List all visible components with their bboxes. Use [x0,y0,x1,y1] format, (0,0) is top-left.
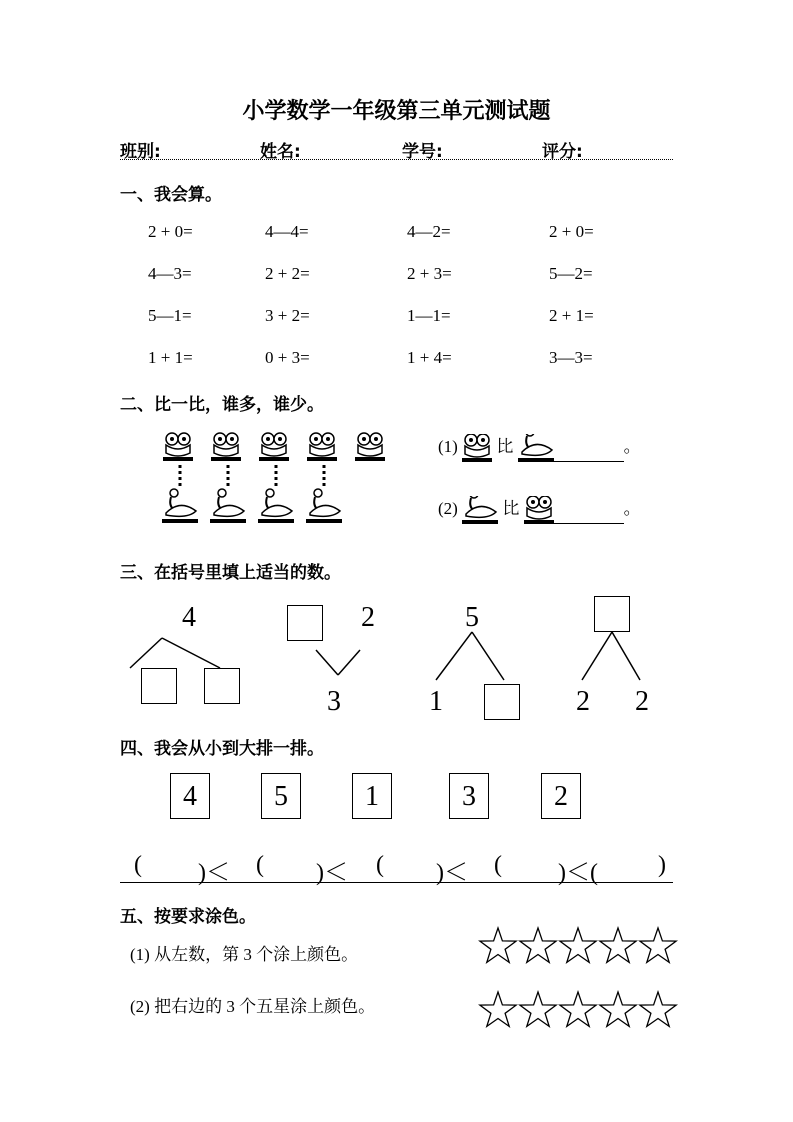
section-4-heading: 四、我会从小到大排一排。 [120,739,324,759]
score-label: 评分: [542,142,583,162]
frog-icon [462,434,492,462]
calc-problem: 2 + 1= [549,306,594,325]
calc-problem: 0 + 3= [265,348,310,367]
section-3-heading: 三、在括号里填上适当的数。 [120,563,341,583]
calc-problem: 3—3= [549,348,593,367]
calc-problem: 4—3= [148,264,192,283]
sort-number-card: 5 [261,773,301,819]
calc-problem: 4—2= [407,222,451,241]
class-label: 班别: [120,142,161,162]
duck-icon [210,489,246,523]
sort-number-card: 4 [170,773,210,819]
calc-problem: 5—1= [148,306,192,325]
ordering-answer-line[interactable]: ( )＜ ( )＜ ( )＜ ( )＜( ) [120,852,673,883]
sort-number-card: 2 [541,773,581,819]
calc-problem: 1—1= [407,306,451,325]
star-icon[interactable] [600,928,636,962]
frog-icon [355,433,385,461]
frog-icon [163,433,193,461]
calc-problem: 1 + 4= [407,348,452,367]
answer-blank[interactable] [554,443,624,462]
sort-number-card: 3 [449,773,489,819]
tree4-left: 2 [576,686,590,717]
calc-problem: 4—4= [265,222,309,241]
duck-icon [162,489,198,523]
coloring-q2: (2) 把右边的 3 个五星涂上颜色。 [130,997,376,1016]
star-icon[interactable] [640,992,676,1026]
compare-bi: 比 [496,437,514,456]
name-label: 姓名: [260,142,301,162]
compare-q2: (2) 比 。 [438,494,641,524]
star-row-1 [478,926,682,966]
duck-icon [306,489,342,523]
calc-problem: 2 + 2= [265,264,310,283]
frog-icon [307,433,337,461]
answer-box[interactable] [287,605,323,641]
tree1-top: 4 [182,602,196,633]
star-row-2 [478,990,682,1030]
section-5-heading: 五、按要求涂色。 [120,907,256,927]
frog-duck-illustration [150,425,400,535]
star-icon[interactable] [560,992,596,1026]
tree4-right: 2 [635,686,649,717]
page-title: 小学数学一年级第三单元测试题 [242,99,551,124]
frog-icon [259,433,289,461]
star-icon[interactable] [640,928,676,962]
answer-box[interactable] [204,668,240,704]
duck-icon [462,496,498,524]
id-label: 学号: [402,142,443,162]
star-icon[interactable] [560,928,596,962]
tree2-right: 2 [361,602,375,633]
tree3-left: 1 [429,686,443,717]
compare-q1: (1) 比 。 [438,432,641,462]
compare-q2-prefix: (2) [438,499,458,518]
section-2-heading: 二、比一比，谁多，谁少。 [120,395,324,415]
answer-box[interactable] [141,668,177,704]
calc-problem: 2 + 3= [407,264,452,283]
answer-blank[interactable] [554,505,624,524]
duck-icon [258,489,294,523]
answer-box[interactable] [484,684,520,720]
star-icon[interactable] [480,928,516,962]
star-icon[interactable] [600,992,636,1026]
coloring-q1: (1) 从左数，第 3 个涂上颜色。 [130,945,359,964]
duck-icon [518,434,554,462]
answer-box[interactable] [594,596,630,632]
frog-icon [524,496,554,524]
student-info-line [120,137,673,160]
star-icon[interactable] [480,992,516,1026]
compare-bi: 比 [502,499,520,518]
calc-problem: 3 + 2= [265,306,310,325]
calc-problem: 2 + 0= [549,222,594,241]
tree3-top: 5 [465,602,479,633]
tree2-bottom: 3 [327,686,341,717]
compare-q1-prefix: (1) [438,437,458,456]
star-icon[interactable] [520,928,556,962]
section-1-heading: 一、我会算。 [120,185,222,205]
calc-problem: 1 + 1= [148,348,193,367]
frog-icon [211,433,241,461]
star-icon[interactable] [520,992,556,1026]
calc-problem: 5—2= [549,264,593,283]
calc-problem: 2 + 0= [148,222,193,241]
sort-number-card: 1 [352,773,392,819]
